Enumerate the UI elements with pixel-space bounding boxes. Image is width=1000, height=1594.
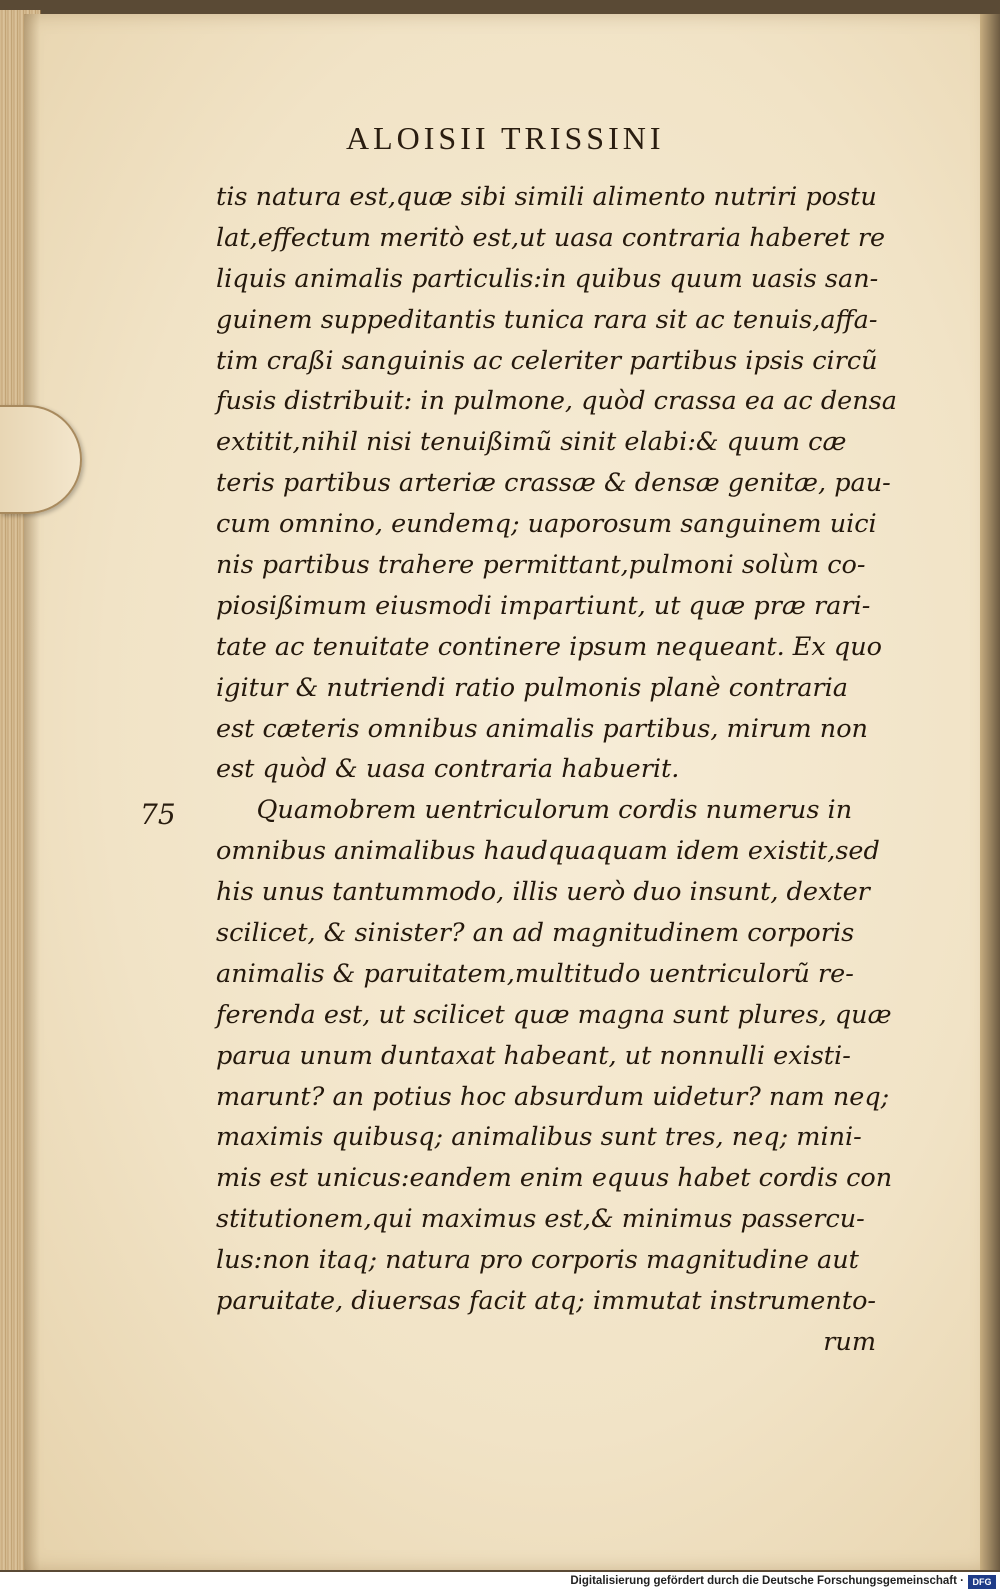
text-line: Quamobrem uentriculorum cordis numerus in <box>216 795 853 826</box>
text-line: marunt? an potius hoc absurdum uidetur? nam neq; <box>216 1081 890 1112</box>
text-line: lat,effectum meritò est,ut uasa contraria haberet re <box>216 222 886 253</box>
text-line: his unus tantummodo, illis uerò duo insunt, dexter <box>216 877 870 908</box>
text-line: piosißimum eiusmodi impartiunt, ut quæ præ rari- <box>216 590 871 621</box>
text-line: est quòd & uasa contraria habuerit. <box>216 754 680 785</box>
text-line: fusis distribuit: in pulmone, quòd crassa ea ac densa <box>216 386 897 417</box>
text-line: cum omnino, eundemq; uaporosum sanguinem uici <box>216 509 877 540</box>
page-right-edge <box>980 14 1000 1570</box>
text-line: lus:non itaq; natura pro corporis magnitudine aut <box>216 1245 859 1276</box>
text-line: tate ac tenuitate continere ipsum nequeant. Ex quo <box>216 631 882 662</box>
catchword: rum <box>823 1326 876 1357</box>
text-line: extitit,nihil nisi tenuißimũ sinit elabi:& quum cæ <box>216 427 847 458</box>
text-line: liquis animalis particulis:in quibus quum uasis san- <box>216 263 879 294</box>
text-line: omnibus animalibus haudquaquam idem existit,sed <box>216 836 880 867</box>
text-line: stitutionem,qui maximus est,& minimus passercu- <box>216 1204 865 1235</box>
margin-section-number: 75 <box>140 798 176 831</box>
text-line: maximis quibusq; animalibus sunt tres, neq; mini- <box>216 1122 862 1153</box>
text-line: nis partibus trahere permittant,pulmoni solùm co- <box>216 550 866 581</box>
text-line: paruitate, diuersas facit atq; immutat instrumento- <box>216 1286 877 1317</box>
body-text <box>216 177 896 1363</box>
text-line: igitur & nutriendi ratio pulmonis planè contraria <box>216 672 848 703</box>
text-line: teris partibus arteriæ crassæ & densæ genitæ, pau- <box>216 468 891 499</box>
text-line: ferenda est, ut scilicet quæ magna sunt plures, quæ <box>216 999 892 1030</box>
text-line: tis natura est,quæ sibi simili alimento nutriri postu <box>216 182 877 212</box>
text-line: est cæteris omnibus animalis partibus, mirum non <box>216 713 868 744</box>
text-line: tim craßi sanguinis ac celeriter partibus ipsis circũ <box>216 345 878 376</box>
text-line: guinem suppeditantis tunica rara sit ac tenuis,affa- <box>216 304 878 335</box>
text-line: parua unum duntaxat habeant, ut nonnulli existi- <box>216 1040 851 1071</box>
funding-credit: Digitalisierung gefördert durch die Deutsche Forschungsgemeinschaft · <box>570 1575 964 1587</box>
running-head: ALOISII TRISSINI <box>346 120 665 156</box>
dfg-logo: DFG <box>968 1575 996 1589</box>
text-line: scilicet, & sinister? an ad magnitudinem corporis <box>216 918 855 949</box>
footer-bar <box>0 1572 1000 1594</box>
text-line: animalis & paruitatem,multitudo uentriculorũ re- <box>216 958 854 989</box>
text-line: mis est unicus:eandem enim equus habet cordis con <box>216 1163 893 1194</box>
gutter-shadow <box>24 14 40 1570</box>
